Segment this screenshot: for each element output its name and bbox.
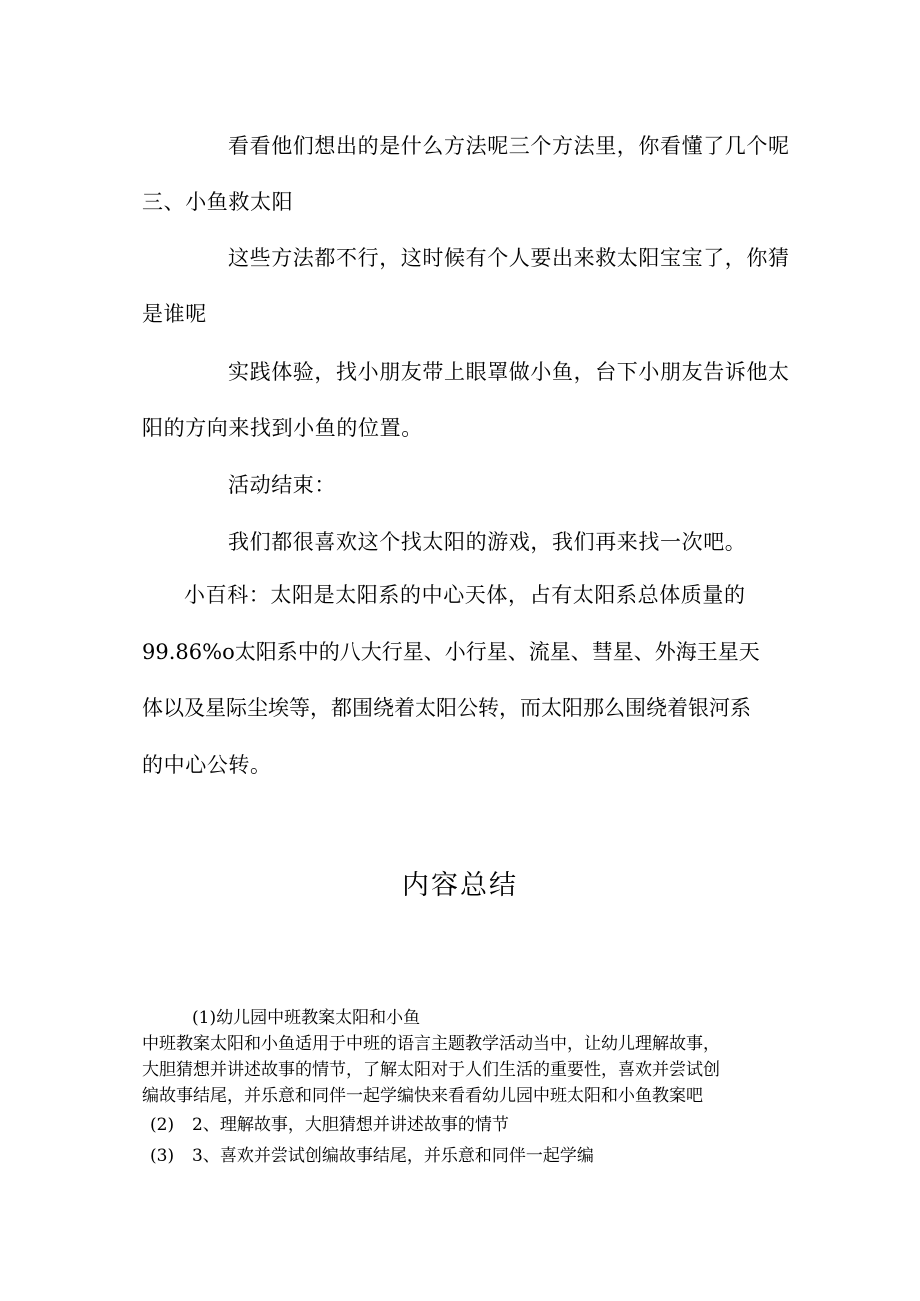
body-line: 我们都很喜欢这个找太阳的游戏，我们再来找一次吧。 xyxy=(228,530,747,554)
body-line: 的中心公转。 xyxy=(142,753,272,777)
item-number: (3) xyxy=(150,1146,175,1166)
item-number: (2) xyxy=(150,1115,175,1135)
summary-item-2 xyxy=(150,1115,509,1135)
summary-item-1: (1)幼儿园中班教案太阳和小鱼 xyxy=(192,1008,421,1028)
body-line: 99.86%o太阳系中的八大行星、小行星、流星、彗星、外海王星天 xyxy=(142,640,760,664)
item-text: 3、喜欢并尝试创编故事结尾，并乐意和同伴一起学编 xyxy=(192,1146,594,1166)
body-line: 活动结束： xyxy=(228,473,336,497)
summary-paragraph-line: 中班教案太阳和小鱼适用于中班的语言主题教学活动当中，让幼儿理解故事， xyxy=(142,1034,720,1054)
summary-paragraph-line: 编故事结尾，并乐意和同伴一起学编快来看看幼儿园中班太阳和小鱼教案吧 xyxy=(142,1086,703,1106)
summary-paragraph-line: 大胆猜想并讲述故事的情节，了解太阳对于人们生活的重要性，喜欢并尝试创 xyxy=(142,1060,720,1080)
item-text: 2、理解故事，大胆猜想并讲述故事的情节 xyxy=(192,1115,509,1135)
body-line: 是谁呢 xyxy=(142,302,207,326)
body-line: 这些方法都不行，这时候有个人要出来救太阳宝宝了，你猜 xyxy=(228,246,790,270)
body-line: 实践体验，找小朋友带上眼罩做小鱼，台下小朋友告诉他太 xyxy=(228,360,790,384)
summary-title: 内容总结 xyxy=(402,870,518,901)
body-line: 小百科：太阳是太阳系的中心天体，占有太阳系总体质量的 xyxy=(184,583,746,607)
body-line: 看看他们想出的是什么方法呢三个方法里，你看懂了几个呢 xyxy=(228,134,790,158)
summary-item-3 xyxy=(150,1146,594,1166)
section-heading: 三、小鱼救太阳 xyxy=(142,190,294,214)
body-line: 体以及星际尘埃等，都围绕着太阳公转，而太阳那么围绕着银河系 xyxy=(142,696,751,720)
body-line: 阳的方向来找到小鱼的位置。 xyxy=(142,416,423,440)
